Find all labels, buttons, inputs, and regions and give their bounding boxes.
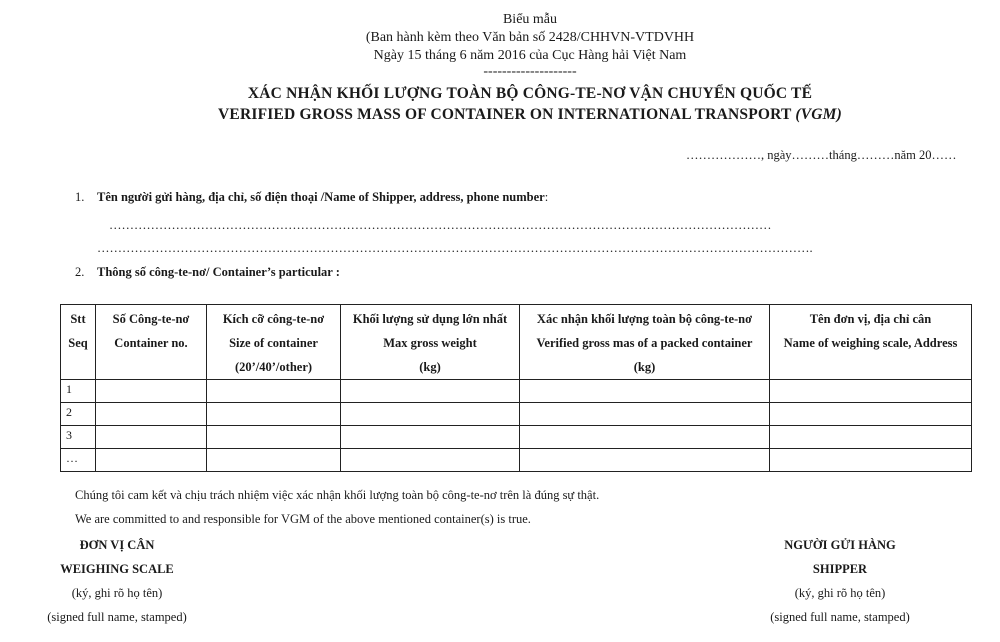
col-header-max-gross-en: Max gross weight (383, 336, 477, 350)
weighing-scale-note-en: (signed full name, stamped) (47, 610, 187, 624)
col-header-weighing-scale (770, 305, 972, 380)
col-header-max-gross-unit: (kg) (419, 360, 441, 374)
col-header-size (207, 305, 341, 380)
document-title-en (0, 106, 1000, 124)
container-table (60, 304, 972, 472)
cell-vgm[interactable] (520, 380, 770, 403)
header-separator: -------------------- (483, 64, 577, 79)
weighing-scale-title-vi: ĐƠN VỊ CÂN (79, 538, 155, 552)
commitment-text-en: We are committed to and responsible for VGM of the above mentioned container(s) is true. (75, 512, 531, 526)
shipper-title-vi: NGƯỜI GỬI HÀNG (784, 538, 896, 552)
cell-size[interactable] (207, 380, 341, 403)
section-2-number: 2. (75, 265, 85, 279)
cell-container-no[interactable] (96, 449, 207, 472)
cell-weighing-scale[interactable] (770, 426, 972, 449)
cell-vgm[interactable] (520, 426, 770, 449)
section-2-label: Thông số công-te-nơ/ Container’s particular : (97, 265, 340, 279)
table-row (61, 426, 972, 449)
cell-weighing-scale[interactable] (770, 403, 972, 426)
shipper-note-en: (signed full name, stamped) (770, 610, 910, 624)
cell-max-gross[interactable] (341, 380, 520, 403)
section-1-label: Tên người gửi hàng, địa chỉ, số điện thoại /Name of Shipper, address, phone number (97, 190, 545, 204)
col-header-weighing-scale-vi: Tên đơn vị, địa chỉ cân (809, 312, 932, 326)
col-header-vgm (520, 305, 770, 380)
col-header-size-unit: (20’/40’/other) (234, 360, 313, 374)
table-row (61, 449, 972, 472)
form-label: Biểu mẫu (502, 12, 558, 27)
cell-size[interactable] (207, 449, 341, 472)
col-header-vgm-en: Verified gross mas of a packed container (536, 336, 753, 350)
col-header-size-vi: Kích cỡ công-te-nơ (222, 312, 325, 326)
col-header-container-no (96, 305, 207, 380)
cell-vgm[interactable] (520, 403, 770, 426)
table-row (61, 380, 972, 403)
col-header-seq-vi: Stt (70, 312, 86, 326)
cell-container-no[interactable] (96, 403, 207, 426)
document-title-vi: XÁC NHẬN KHỐI LƯỢNG TOÀN BỘ CÔNG-TE-NƠ VẬN CHUYỂN QUỐC TẾ (247, 85, 813, 102)
shipper-info-dots-line-2[interactable]: ………………………………………………………………………………………………………………………………………………………. (97, 241, 813, 255)
col-header-vgm-vi: Xác nhận khối lượng toàn bộ công-te-nơ (536, 312, 753, 326)
row-seq: 1 (61, 380, 96, 403)
cell-max-gross[interactable] (341, 403, 520, 426)
cell-weighing-scale[interactable] (770, 449, 972, 472)
cell-vgm[interactable] (520, 449, 770, 472)
col-header-size-en: Size of container (229, 336, 318, 350)
col-header-seq (61, 305, 96, 380)
document-title-en-text: VERIFIED GROSS MASS OF CONTAINER ON INTERNATIONAL TRANSPORT (218, 106, 792, 123)
shipper-title-en: SHIPPER (812, 562, 868, 576)
col-header-vgm-unit: (kg) (633, 360, 656, 374)
cell-max-gross[interactable] (341, 449, 520, 472)
section-1-number: 1. (75, 190, 85, 204)
weighing-scale-title-en: WEIGHING SCALE (60, 562, 174, 576)
date-line: ………………, ngày………tháng………năm 20…… (686, 148, 957, 162)
cell-size[interactable] (207, 426, 341, 449)
cell-size[interactable] (207, 403, 341, 426)
col-header-weighing-scale-en: Name of weighing scale, Address (783, 336, 958, 350)
commitment-text-vi: Chúng tôi cam kết và chịu trách nhiệm việc xác nhận khối lượng toàn bộ công-te-nơ trên là đúng sự thật. (75, 488, 600, 502)
cell-container-no[interactable] (96, 380, 207, 403)
col-header-container-no-en: Container no. (114, 336, 188, 350)
col-header-max-gross (341, 305, 520, 380)
shipper-note-vi: (ký, ghi rõ họ tên) (794, 586, 886, 600)
cell-weighing-scale[interactable] (770, 380, 972, 403)
shipper-info-dots-line-1[interactable]: …………………………………………………………………………………………………………………………………………… (109, 218, 772, 232)
issued-by-line: (Ban hành kèm theo Văn bản số 2428/CHHVN-VTDVHH (365, 30, 695, 45)
cell-container-no[interactable] (96, 426, 207, 449)
col-header-max-gross-vi: Khối lượng sử dụng lớn nhất (352, 312, 508, 326)
weighing-scale-note-vi: (ký, ghi rõ họ tên) (71, 586, 163, 600)
table-row (61, 403, 972, 426)
section-1-colon: : (544, 190, 549, 204)
row-seq: 2 (61, 403, 96, 426)
col-header-container-no-vi: Số Công-te-nơ (112, 312, 190, 326)
issued-date-line: Ngày 15 tháng 6 năm 2016 của Cục Hàng hải Việt Nam (373, 48, 687, 63)
section-1-heading (97, 190, 548, 205)
col-header-seq-en: Seq (68, 336, 88, 350)
table-header-row (61, 305, 972, 380)
document-title-abbr: (VGM) (795, 106, 842, 123)
row-seq: 3 (61, 426, 96, 449)
row-seq: … (61, 449, 96, 472)
cell-max-gross[interactable] (341, 426, 520, 449)
